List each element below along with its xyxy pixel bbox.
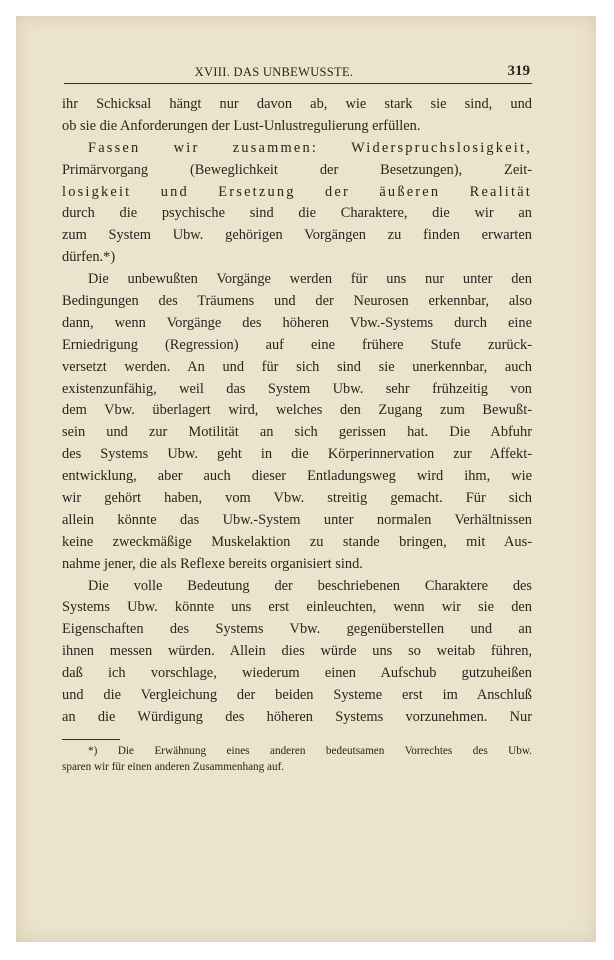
emphasis: Fassen wir zusammen: Widerspruchslosigkeit, (88, 139, 532, 156)
book-page (16, 16, 596, 942)
text-line: nahme jener, die als Reflexe bereits organisiert sind. (62, 555, 363, 572)
text-line: ob sie die Anforderungen der Lust-Unlustregulierung erfüllen. (62, 117, 421, 134)
text-line: dann, wenn Vorgänge des höheren Vbw.-Systems durch eine (62, 314, 532, 331)
text-line: losigkeit und Ersetzung der äußeren Realität (62, 183, 532, 200)
text-line: daß ich vorschlage, wiederum einen Aufschub gutzuheißen (62, 665, 532, 682)
text-line: Erniedrigung (Regression) auf eine frühere Stufe zurück- (62, 336, 532, 353)
text-line: wir gehört haben, vom Vbw. streitig gemacht. Für sich (62, 490, 532, 507)
running-header (64, 63, 530, 83)
text-line: allein könnte das Ubw.-System unter normalen Verhältnissen (62, 511, 532, 528)
footnote-rule (62, 739, 120, 740)
text-line: zum System Ubw. gehörigen Vorgängen zu finden erwarten (62, 227, 532, 244)
text-line: Die volle Bedeutung der beschriebenen Charaktere des (88, 577, 532, 594)
header-rule (64, 83, 532, 84)
text-line: Systems Ubw. könnte uns erst einleuchten, wenn wir sie den (62, 599, 532, 616)
footnote-line: sparen wir für einen anderen Zusammenhang auf. (62, 760, 285, 773)
text-line: Primärvorgang (Beweglichkeit der Besetzungen), Zeit- (62, 161, 532, 178)
text-line: und die Vergleichung der beiden Systeme erst im Anschluß (62, 687, 532, 704)
text-line: entwicklung, aber auch dieser Entladungsweg wird ihm, wie (62, 468, 532, 485)
text-line: Bedingungen des Träumens und der Neurosen erkennbar, also (62, 293, 532, 310)
text-line: ihnen messen würden. Allein dies würde uns so weitab führen, (62, 643, 532, 660)
text-line: Eigenschaften des Systems Vbw. gegenüberstellen und an (62, 621, 532, 638)
text-line: sein und zur Motilität an sich gerissen hat. Die Abfuhr (62, 424, 532, 441)
text-line: dem Vbw. überlagert wird, welches den Zugang zum Bewußt- (62, 402, 532, 419)
body-text (62, 94, 532, 729)
text-line: dürfen.*) (62, 249, 116, 266)
footnote (62, 744, 532, 775)
text-line: versetzt werden. An und für sich sind sie unerkennbar, auch (62, 358, 532, 375)
page-number: 319 (507, 63, 530, 79)
text-line: ihr Schicksal hängt nur davon ab, wie stark sie sind, und (62, 96, 532, 112)
text-line: des Systems Ubw. geht in die Körperinnervation zur Affekt- (62, 446, 532, 463)
text-line: an die Würdigung des höheren Systems vorzunehmen. Nur (62, 708, 532, 725)
footnote-line: *) Die Erwähnung eines anderen bedeutsamen Vorrechtes des Ubw. (88, 745, 532, 757)
text-line: keine zweckmäßige Muskelaktion zu stande bringen, mit Aus- (62, 533, 532, 550)
text-line: Die unbewußten Vorgänge werden für uns nur unter den (88, 271, 532, 288)
text-line: durch die psychische sind die Charaktere, die wir an (62, 205, 532, 222)
text-line: existenzunfähig, weil das System Ubw. sehr frühzeitig von (62, 380, 532, 397)
text-line (62, 138, 532, 160)
chapter-title: XVIII. DAS UNBEWUSSTE. (194, 65, 354, 79)
